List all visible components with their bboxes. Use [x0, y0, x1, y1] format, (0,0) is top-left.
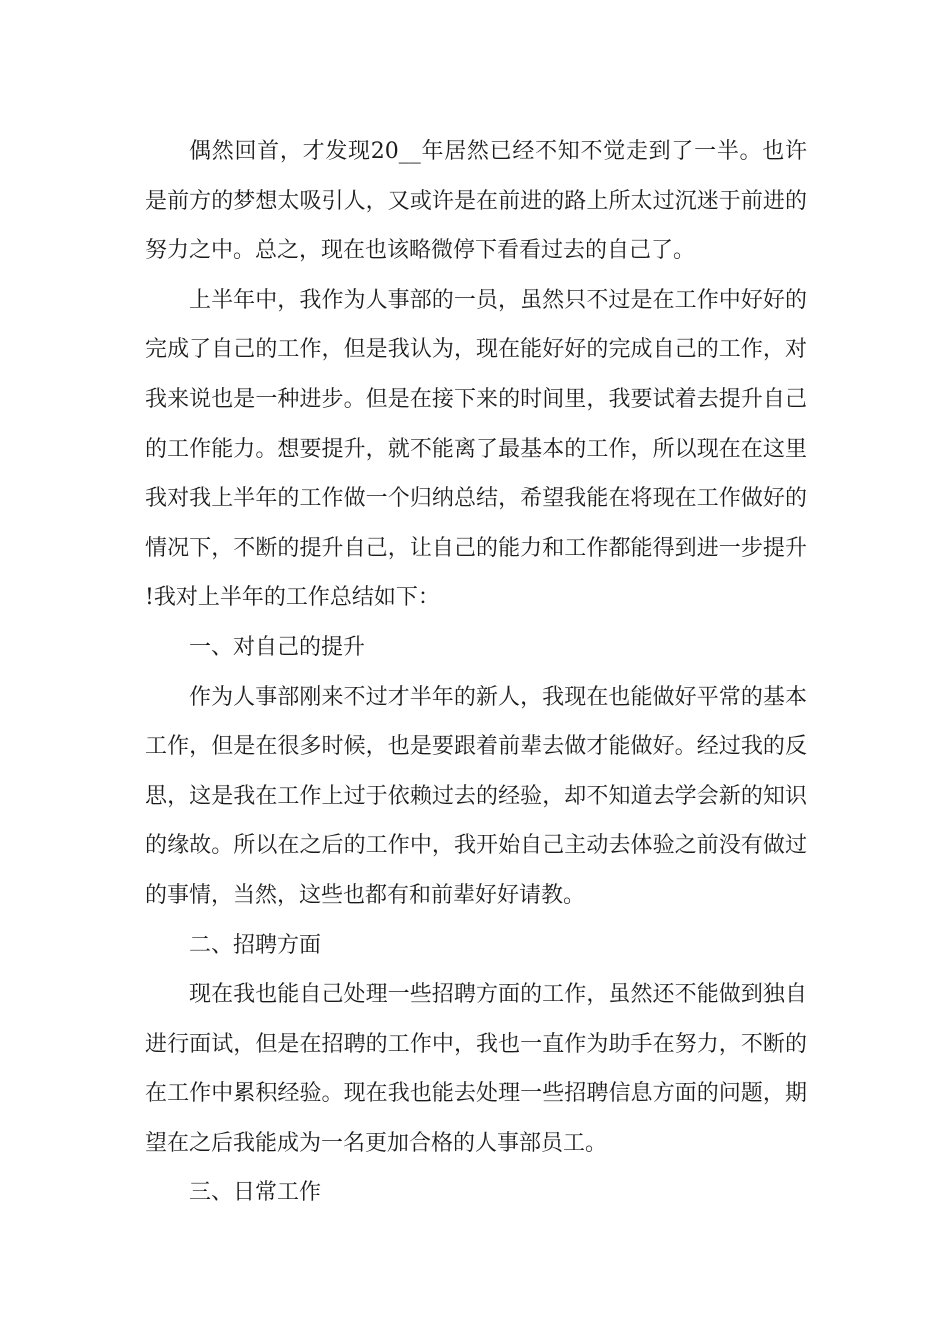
paragraph-recruitment: 现在我也能自己处理一些招聘方面的工作，虽然还不能做到独自进行面试，但是在招聘的工作中，我也一直作为助手在努力，不断的在工作中累积经验。现在我也能去处理一些招聘信息方面的问题，期望在之后我能成为一名更加合格的人事部员工。 — [145, 982, 807, 1156]
section-heading-daily-work: 三、日常工作 — [189, 1180, 322, 1206]
paragraph-intro: 偶然回首，才发现20__年居然已经不知不觉走到了一半。也许是前方的梦想太吸引人，又或许是在前进的路上所太过沉迷于前进的努力之中。总之，现在也该略微停下看看过去的自己了。 — [145, 139, 807, 264]
paragraph-summary: 上半年中，我作为人事部的一员，虽然只不过是在工作中好好的完成了自己的工作，但是我认为，现在能好好的完成自己的工作，对我来说也是一种进步。但是在接下来的时间里，我要试着去提升自己的工作能力。想要提升，就不能离了最基本的工作，所以现在在这里我对我上半年的工作做一个归纳总结，希望我能在将现在工作做好的情况下，不断的提升自己，让自己的能力和工作都能得到进一步提升!我对上半年的工作总结如下： — [145, 287, 807, 611]
document-body — [145, 127, 807, 1218]
paragraph-self-improvement: 作为人事部刚来不过才半年的新人，我现在也能做好平常的基本工作，但是在很多时候，也是要跟着前辈去做才能做好。经过我的反思，这是我在工作上过于依赖过去的经验，却不知道去学会新的知识的缘故。所以在之后的工作中，我开始自己主动去体验之前没有做过的事情，当然，这些也都有和前辈好好请教。 — [145, 684, 807, 908]
section-heading-recruitment: 二、招聘方面 — [189, 932, 322, 958]
section-heading-self-improvement: 一、对自己的提升 — [189, 634, 366, 660]
